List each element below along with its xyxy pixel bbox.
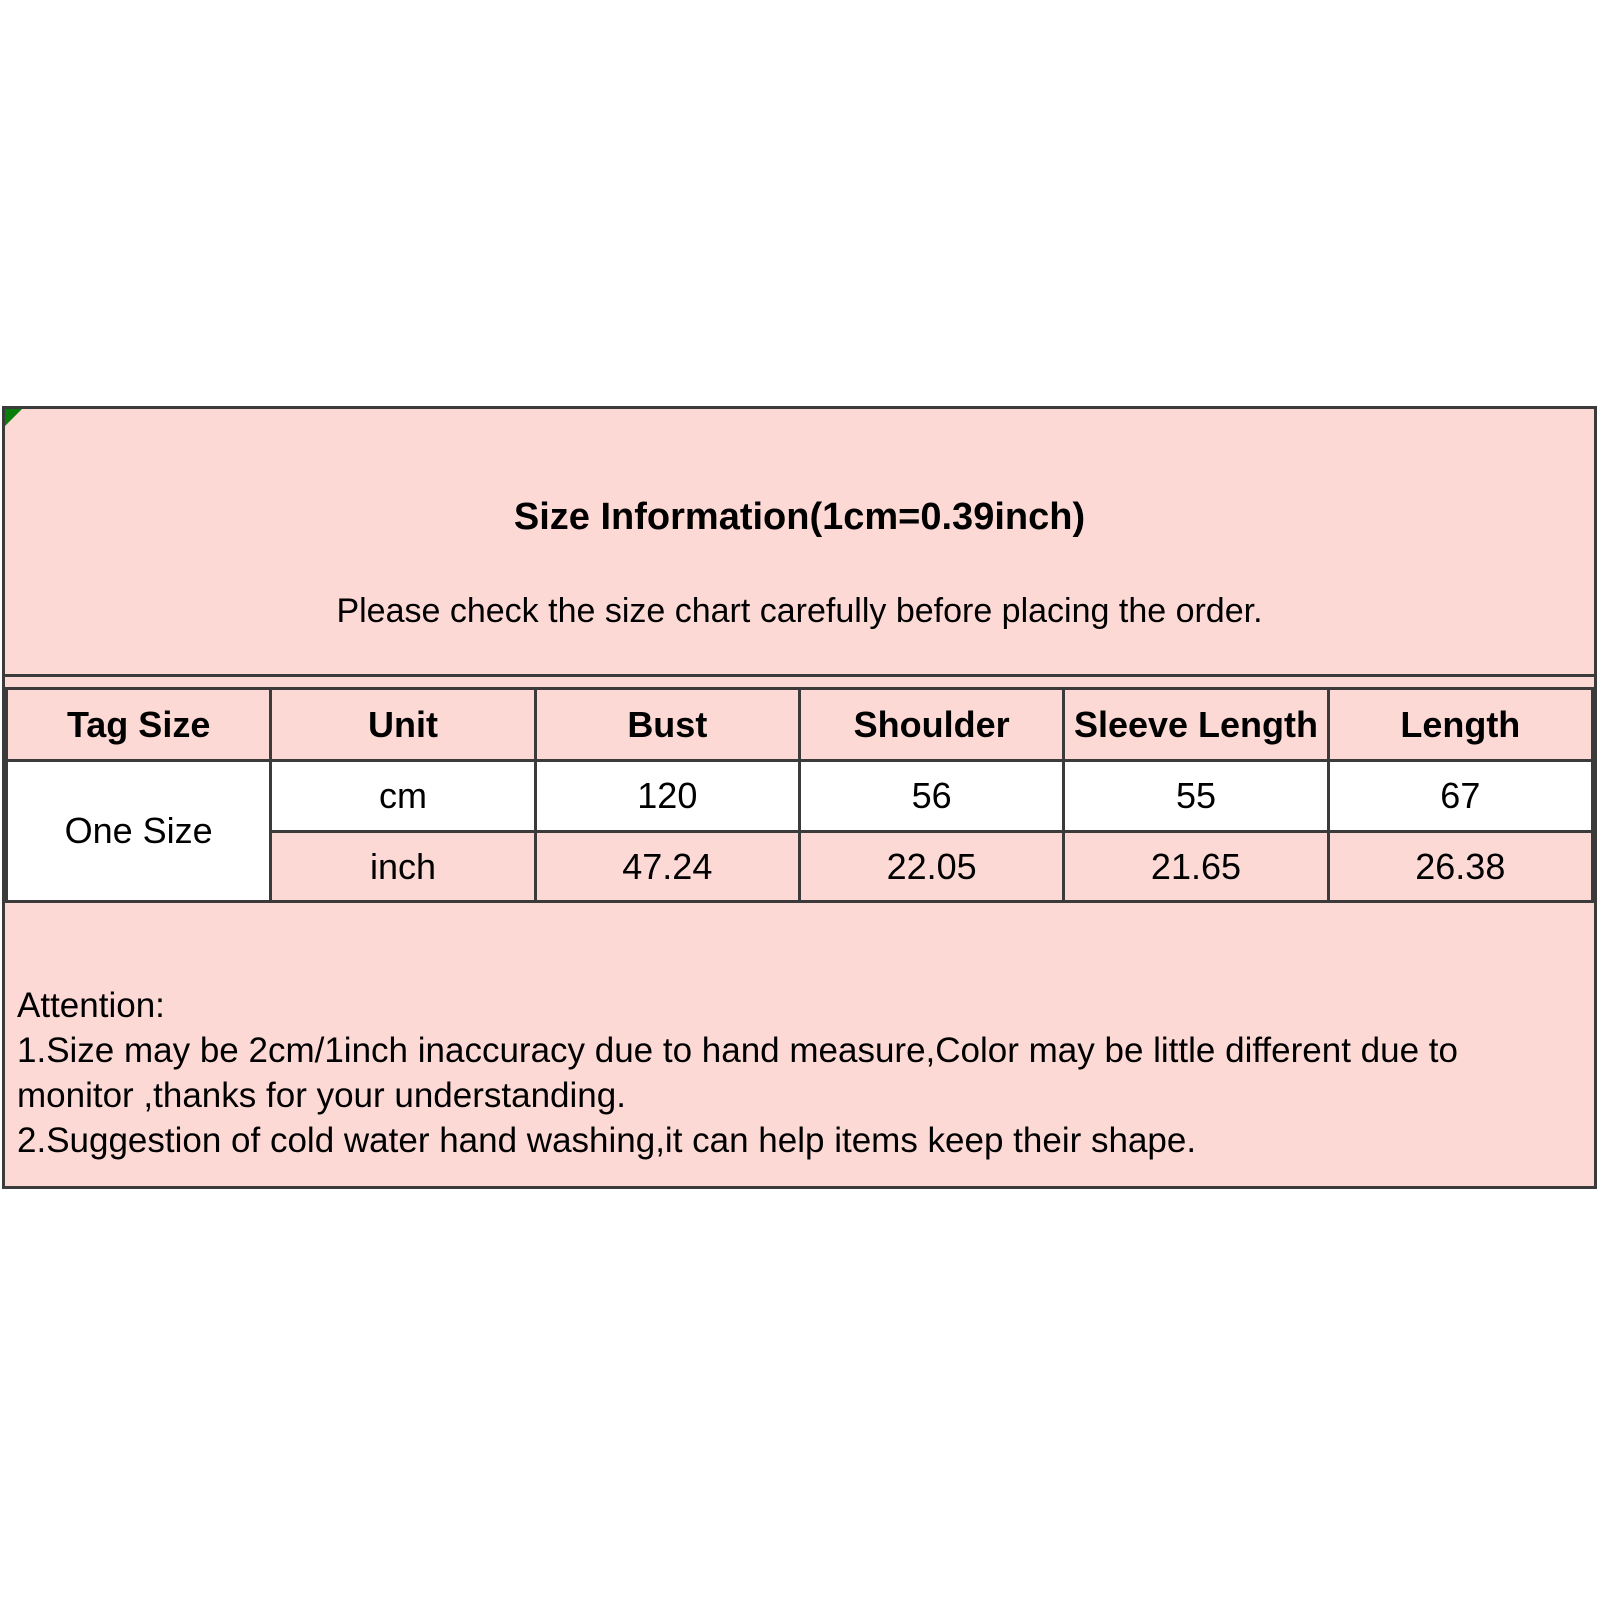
cell-sleeve-length-cm: 55 — [1064, 761, 1328, 832]
page-subtitle: Please check the size chart carefully before placing the order. — [336, 592, 1263, 630]
green-corner-triangle-icon — [5, 409, 22, 426]
cell-shoulder-cm: 56 — [799, 761, 1063, 832]
cell-bust-inch: 47.24 — [535, 832, 799, 902]
header-shoulder: Shoulder — [799, 689, 1063, 761]
size-table — [5, 687, 1594, 903]
header-tag-size: Tag Size — [7, 689, 271, 761]
cell-unit-cm: cm — [271, 761, 535, 832]
header-length: Length — [1328, 689, 1592, 761]
attention-heading: Attention: — [17, 986, 165, 1025]
attention-note-1: 1.Size may be 2cm/1inch inaccuracy due to hand measure,Color may be little different due to — [17, 1031, 1458, 1070]
header-bust: Bust — [535, 689, 799, 761]
page-title: Size Information(1cm=0.39inch) — [513, 496, 1086, 538]
size-info-panel — [2, 406, 1597, 1189]
table-header-row — [7, 689, 1593, 761]
spacer-strip — [5, 677, 1594, 687]
attention-section — [5, 903, 1594, 1163]
cell-length-inch: 26.38 — [1328, 832, 1592, 902]
attention-note-2: 2.Suggestion of cold water hand washing,it can help items keep their shape. — [17, 1121, 1197, 1160]
cell-shoulder-inch: 22.05 — [799, 832, 1063, 902]
cell-unit-inch: inch — [271, 832, 535, 902]
cell-length-cm: 67 — [1328, 761, 1592, 832]
cell-tag-size: One Size — [7, 761, 271, 902]
header-sleeve-length: Sleeve Length — [1064, 689, 1328, 761]
table-row-cm — [7, 761, 1593, 832]
cell-sleeve-length-inch: 21.65 — [1064, 832, 1328, 902]
cell-bust-cm: 120 — [535, 761, 799, 832]
header-unit: Unit — [271, 689, 535, 761]
attention-note-1-continued: monitor ,thanks for your understanding. — [17, 1076, 626, 1115]
title-area — [5, 409, 1594, 677]
